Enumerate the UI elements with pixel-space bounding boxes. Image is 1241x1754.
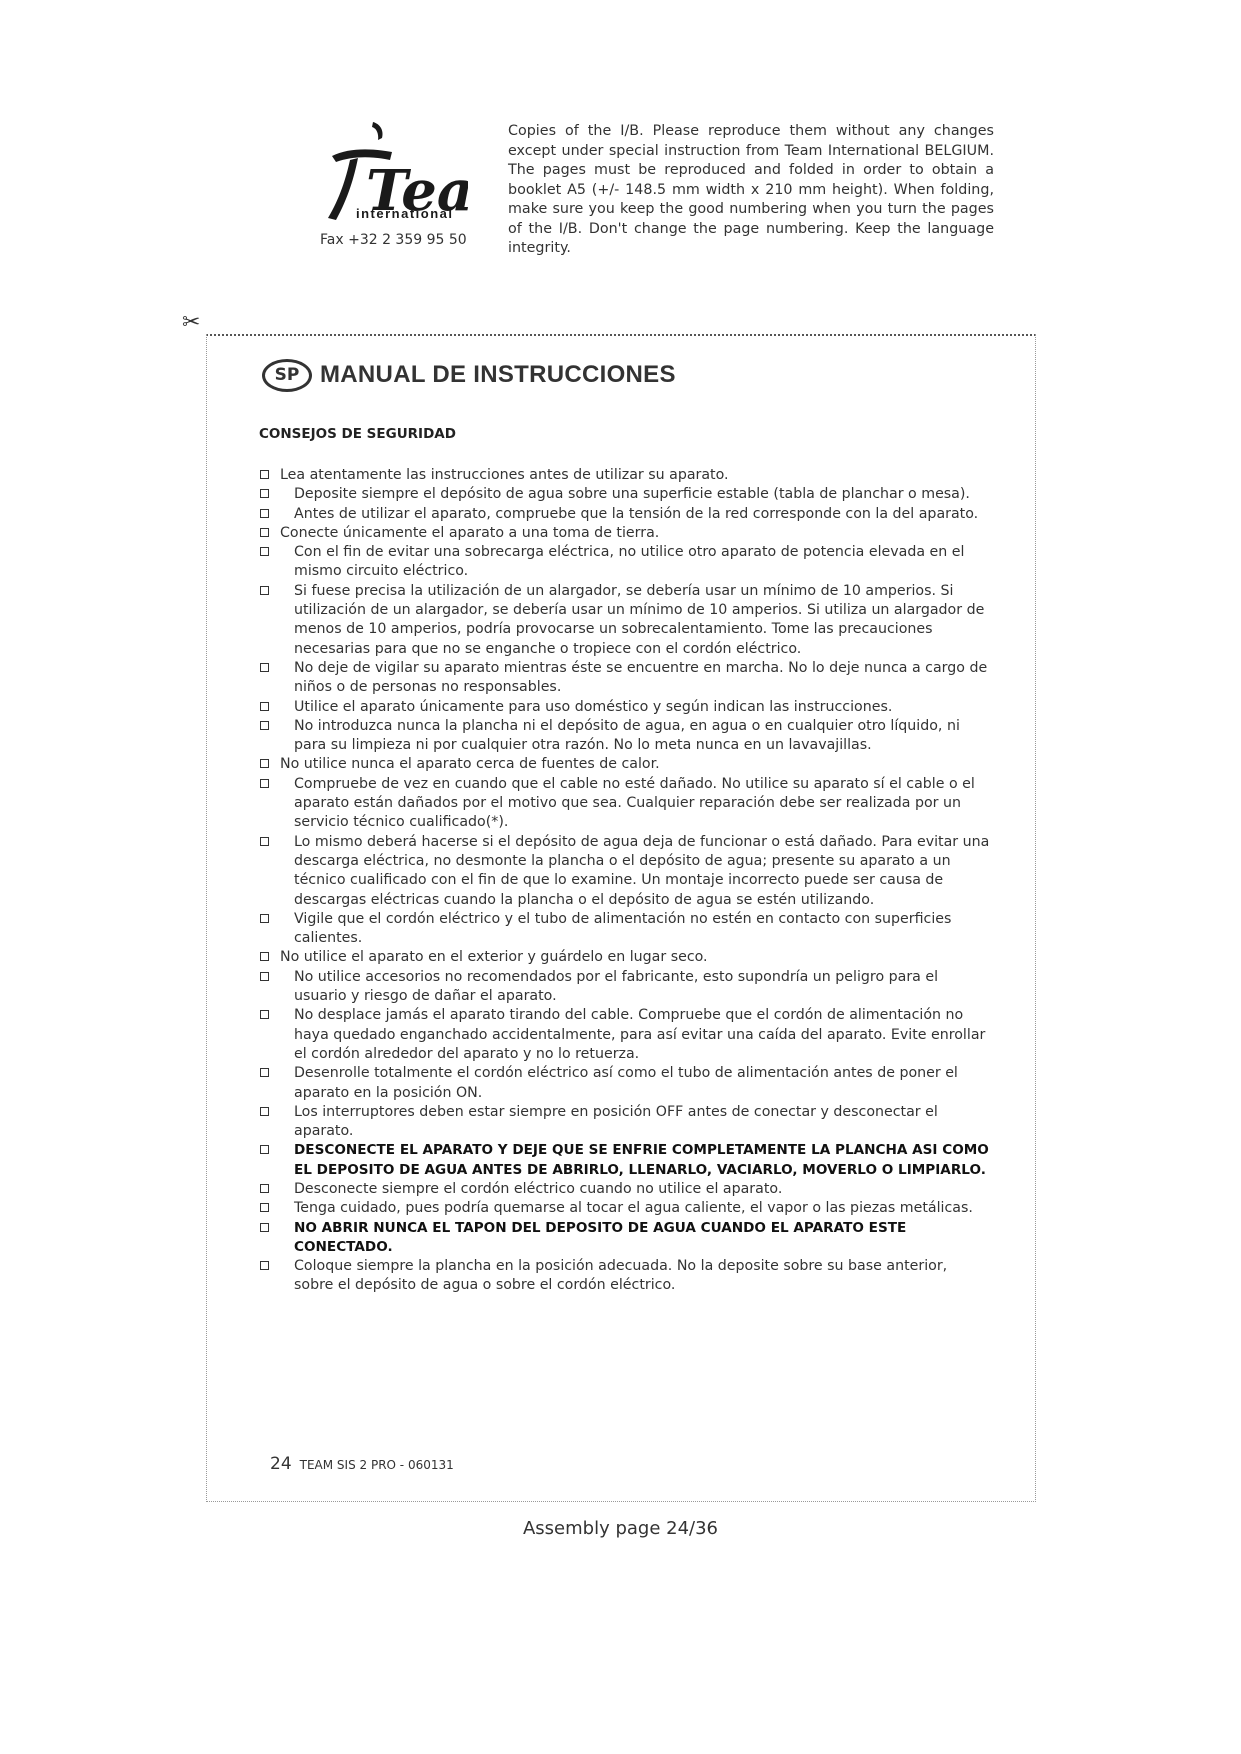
safety-item-text: Tenga cuidado, pues podría quemarse al tocar el agua caliente, el vapor o las piezas metálicas. bbox=[294, 1200, 973, 1217]
checkbox-bullet-icon bbox=[260, 1107, 269, 1116]
safety-item-text: DESCONECTE EL APARATO Y DEJE QUE SE ENFRIE COMPLETAMENTE LA PLANCHA ASI COMO EL DEPOSITO DE AGUA ANTES DE ABRIRLO, LLENARLO, VACIARLO, MOVERLO O LIMPIARLO. bbox=[294, 1142, 989, 1178]
safety-list-item bbox=[258, 1064, 990, 1103]
safety-list-item bbox=[258, 582, 990, 659]
safety-item-text: NO ABRIR NUNCA EL TAPON DEL DEPOSITO DE AGUA CUANDO EL APARATO ESTE CONECTADO. bbox=[294, 1219, 907, 1255]
checkbox-bullet-icon bbox=[260, 1223, 269, 1232]
safety-item-text: Coloque siempre la plancha en la posición adecuada. No la deposite sobre su base anterior, sobre el depósito de agua o sobre el cordón eléctrico. bbox=[294, 1258, 948, 1294]
safety-item-text: Lea atentamente las instrucciones antes de utilizar su aparato. bbox=[280, 467, 729, 483]
section-heading: CONSEJOS DE SEGURIDAD bbox=[259, 426, 456, 442]
safety-item-text: Si fuese precisa la utilización de un alargador, se debería usar un mínimo de 10 amperios. Si utilización de un alargador, se debería usar un mínimo de 10 amperios. Si utiliza un alargador de menos de 10 amperios, podría provocarse un sobrecalentamiento. Tome las precauciones necesarias para que no se enganche o tropiece con el cordón eléctrico. bbox=[294, 582, 985, 657]
checkbox-bullet-icon bbox=[260, 528, 269, 537]
safety-list-item bbox=[258, 698, 990, 717]
safety-list-item bbox=[258, 524, 990, 543]
safety-item-text: No deje de vigilar su aparato mientras éste se encuentre en marcha. No lo deje nunca a cargo de niños o de personas no responsables. bbox=[294, 659, 988, 696]
team-logo-word: Te bbox=[366, 158, 437, 224]
safety-list-item bbox=[258, 543, 990, 582]
checkbox-bullet-icon bbox=[260, 1203, 269, 1212]
assembly-page-label: Assembly page 24/36 bbox=[522, 1518, 719, 1539]
safety-list-item bbox=[258, 1199, 990, 1218]
checkbox-bullet-icon bbox=[260, 1261, 269, 1270]
safety-list-item bbox=[258, 1180, 990, 1199]
safety-list-item bbox=[258, 775, 990, 833]
safety-instructions-list bbox=[258, 466, 990, 1296]
checkbox-bullet-icon bbox=[260, 586, 269, 595]
checkbox-bullet-icon bbox=[260, 470, 269, 479]
safety-item-text: Desconecte siempre el cordón eléctrico cuando no utilice el aparato. bbox=[294, 1180, 783, 1197]
safety-item-text: Antes de utilizar el aparato, compruebe que la tensión de la red corresponde con la del aparato. bbox=[294, 505, 979, 522]
safety-item-text: Conecte únicamente el aparato a una toma de tierra. bbox=[280, 524, 660, 541]
checkbox-bullet-icon bbox=[260, 547, 269, 556]
safety-list-item bbox=[258, 466, 990, 485]
safety-item-text: Con el fin de evitar una sobrecarga eléctrica, no utilice otro aparato de potencia elevada en el mismo circuito eléctrico. bbox=[294, 544, 965, 580]
safety-item-text: Utilice el aparato únicamente para uso doméstico y según indican las instrucciones. bbox=[294, 698, 893, 715]
manual-title-row bbox=[262, 355, 676, 395]
checkbox-bullet-icon bbox=[260, 1184, 269, 1193]
safety-list-item bbox=[258, 1006, 990, 1064]
checkbox-bullet-icon bbox=[260, 779, 269, 788]
checkbox-bullet-icon bbox=[260, 721, 269, 730]
safety-list-item bbox=[258, 1103, 990, 1142]
safety-item-text: No introduzca nunca la plancha ni el depósito de agua, en agua o en cualquier otro líquido, ni para su limpieza ni por cualquier otra razón. No lo meta nunca en un lavavajillas. bbox=[294, 717, 960, 754]
team-logo bbox=[318, 118, 468, 250]
model-code: TEAM SIS 2 PRO - 060131 bbox=[299, 1458, 454, 1472]
safety-list-item bbox=[258, 505, 990, 524]
safety-list-item bbox=[258, 717, 990, 756]
safety-list-item bbox=[258, 755, 990, 774]
checkbox-bullet-icon bbox=[260, 759, 269, 768]
page-footer bbox=[270, 1454, 454, 1474]
safety-list-item bbox=[258, 1257, 990, 1296]
safety-item-text: Deposite siempre el depósito de agua sobre una superficie estable (tabla de planchar o mesa). bbox=[294, 486, 970, 503]
safety-list-item bbox=[258, 1141, 990, 1180]
safety-item-text: No utilice nunca el aparato cerca de fuentes de calor. bbox=[280, 756, 660, 773]
safety-item-text: Desenrolle totalmente el cordón eléctrico así como el tubo de alimentación antes de poner el aparato en la posición ON. bbox=[294, 1065, 958, 1101]
checkbox-bullet-icon bbox=[260, 972, 269, 981]
checkbox-bullet-icon bbox=[260, 914, 269, 923]
safety-list-item bbox=[258, 948, 990, 967]
checkbox-bullet-icon bbox=[260, 702, 269, 711]
checkbox-bullet-icon bbox=[260, 509, 269, 518]
safety-list-item bbox=[258, 910, 990, 949]
checkbox-bullet-icon bbox=[260, 837, 269, 846]
language-badge: SP bbox=[262, 359, 312, 392]
safety-list-item bbox=[258, 833, 990, 910]
fax-number: Fax +32 2 359 95 50 bbox=[320, 232, 467, 248]
checkbox-bullet-icon bbox=[260, 663, 269, 672]
safety-item-text: Vigile que el cordón eléctrico y el tubo de alimentación no estén en contacto con superficies calientes. bbox=[294, 910, 952, 947]
safety-item-text: Los interruptores deben estar siempre en posición OFF antes de conectar y desconectar el aparato. bbox=[294, 1103, 938, 1140]
safety-item-text: No utilice el aparato en el exterior y guárdelo en lugar seco. bbox=[280, 949, 708, 966]
checkbox-bullet-icon bbox=[260, 489, 269, 498]
checkbox-bullet-icon bbox=[260, 952, 269, 961]
safety-list-item bbox=[258, 1219, 990, 1258]
safety-item-text: No utilice accesorios no recomendados por el fabricante, esto supondría un peligro para el usuario y riesgo de dañar el aparato. bbox=[294, 968, 939, 1005]
team-logo-subtitle: international bbox=[356, 206, 454, 221]
checkbox-bullet-icon bbox=[260, 1068, 269, 1077]
scissors-icon: ✂ bbox=[182, 310, 201, 335]
safety-list-item bbox=[258, 659, 990, 698]
page-number: 24 bbox=[270, 1454, 292, 1474]
checkbox-bullet-icon bbox=[260, 1145, 269, 1154]
header-instruction-note: Copies of the I/B. Please reproduce them without any changes except under special instruction from Team International BELGIUM. The pages must be reproduced and folded in order to obtain a booklet A5 (+/- 148.5 mm width x 210 mm height). When folding, make sure you keep the good numbering when you turn the pages of the I/B. Don't change the page numbering. Keep the language integrity. bbox=[508, 123, 994, 256]
checkbox-bullet-icon bbox=[260, 1010, 269, 1019]
safety-list-item bbox=[258, 485, 990, 504]
safety-item-text: Compruebe de vez en cuando que el cable no esté dañado. No utilice su aparato sí el cable o el aparato están dañados por el motivo que sea. Cualquier reparación debe ser realizada por un servicio técnico cualificado(*). bbox=[294, 775, 975, 831]
safety-list-item bbox=[258, 968, 990, 1007]
manual-title: MANUAL DE INSTRUCCIONES bbox=[320, 361, 676, 388]
safety-item-text: Lo mismo deberá hacerse si el depósito de agua deja de funcionar o está dañado. Para evitar una descarga eléctrica, no desmonte la plancha o el depósito de agua; presente su aparato a un técnico cualificado con el fin de que lo examine. Un montaje incorrecto puede ser causa de descargas eléctricas cuando la plancha o el depósito de agua se estén utilizando. bbox=[294, 833, 990, 908]
safety-item-text: No desplace jamás el aparato tirando del cable. Compruebe que el cordón de alimentación no haya quedado enganchado accidentalmente, para así evitar una caída del aparato. Evite enrollar el cordón alrededor del aparato y no lo retuerza. bbox=[294, 1007, 986, 1062]
